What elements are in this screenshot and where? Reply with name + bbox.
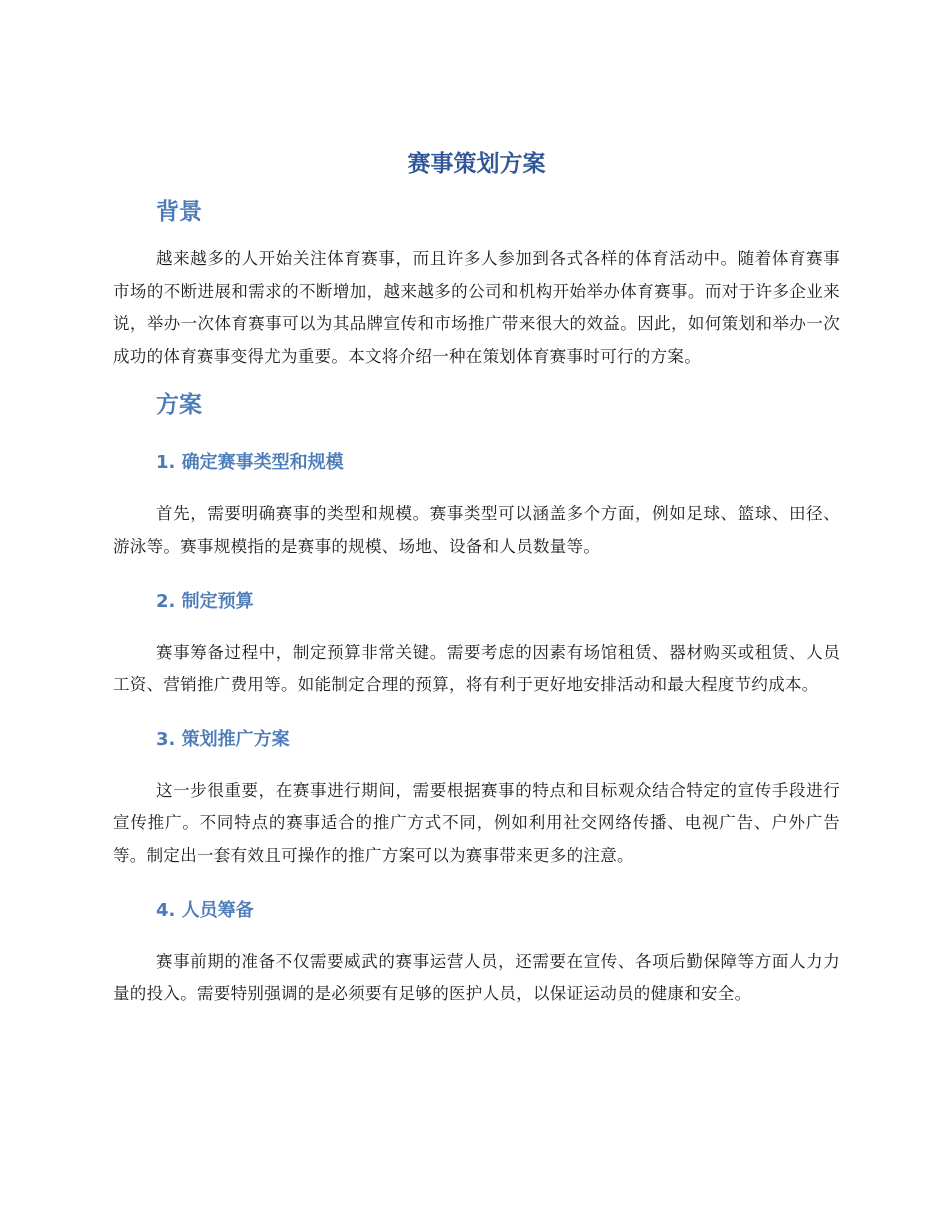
section-paragraph-promotion: 这一步很重要，在赛事进行期间，需要根据赛事的特点和目标观众结合特定的宣传手段进行宣传推广。不同特点的赛事适合的推广方式不同，例如利用社交网络传播、电视广告、户外广告等。制定出一套有效且可操作的推广方案可以为赛事带来更多的注意。 <box>113 780 840 865</box>
section-paragraph-budget: 赛事筹备过程中，制定预算非常关键。需要考虑的因素有场馆租赁、器材购买或租赁、人员工资、营销推广费用等。如能制定合理的预算，将有利于更好地安排活动和最大程度节约成本。 <box>113 642 840 695</box>
paragraph-background: 越来越多的人开始关注体育赛事，而且许多人参加到各式各样的体育活动中。随着体育赛事市场的不断进展和需求的不断增加，越来越多的公司和机构开始举办体育赛事。而对于许多企业来说，举办一次体育赛事可以为其品牌宣传和市场推广带来很大的效益。因此，如何策划和举办一次成功的体育赛事变得尤为重要。本文将介绍一种在策划体育赛事时可行的方案。 <box>113 249 840 366</box>
heading-plan: 方案 <box>156 392 202 419</box>
document-title: 赛事策划方案 <box>407 151 546 177</box>
section-paragraph-type-scale: 首先，需要明确赛事的类型和规模。赛事类型可以涵盖多个方面，例如足球、篮球、田径、游泳等。赛事规模指的是赛事的规模、场地、设备和人员数量等。 <box>113 504 840 556</box>
section-paragraph-staffing: 赛事前期的准备不仅需要威武的赛事运营人员，还需要在宣传、各项后勤保障等方面人力力量的投入。需要特别强调的是必须要有足够的医护人员，以保证运动员的健康和安全。 <box>113 951 840 1004</box>
section-heading-staffing: 4. 人员筹备 <box>156 899 254 921</box>
section-heading-type-scale: 1. 确定赛事类型和规模 <box>156 452 344 474</box>
heading-background: 背景 <box>156 199 202 225</box>
section-heading-promotion: 3. 策划推广方案 <box>156 728 290 750</box>
section-heading-budget: 2. 制定预算 <box>156 590 254 612</box>
document-page <box>113 140 840 1011</box>
